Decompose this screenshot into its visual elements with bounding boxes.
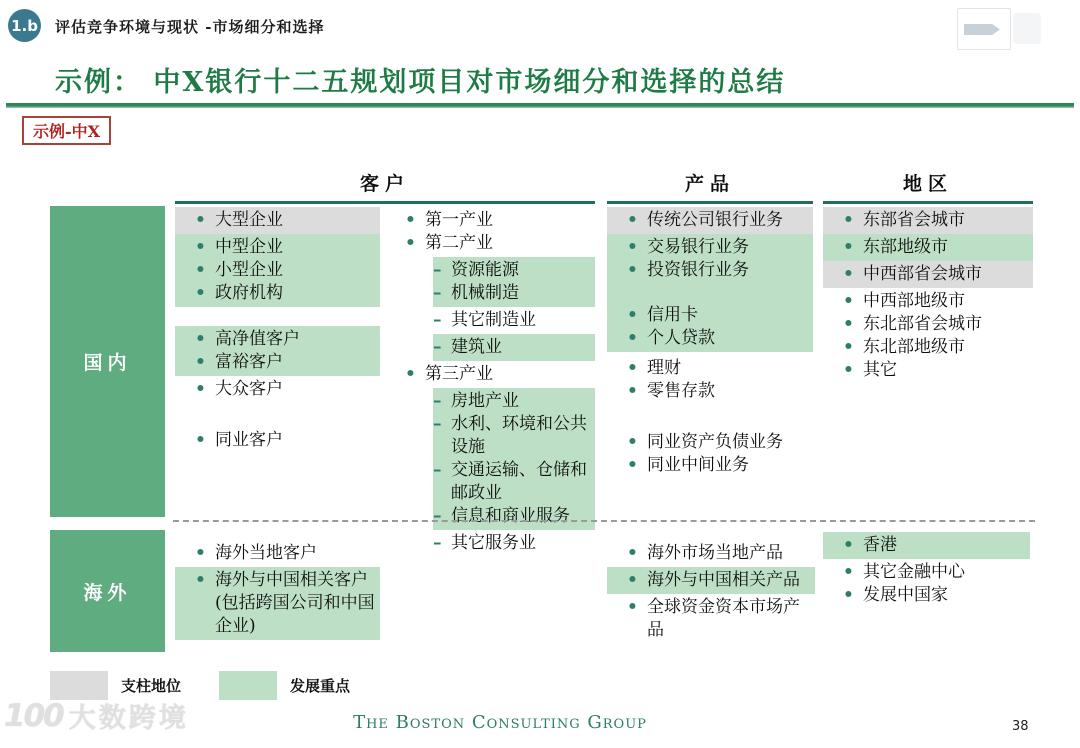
dash-icon: – — [433, 391, 442, 411]
list-item — [405, 363, 591, 386]
bullet-icon: • — [627, 381, 638, 401]
list-item-label: 水利、环境和公共设施 — [451, 414, 587, 457]
page-number: 38 — [1012, 719, 1029, 734]
list-item-label: 小型企业 — [215, 260, 283, 280]
list-item — [627, 209, 809, 232]
highlight-group — [175, 567, 380, 640]
logo-placeholder — [957, 8, 1011, 50]
watermark-text: 大数跨境 — [68, 703, 189, 734]
bullet-icon: • — [195, 237, 206, 257]
bullet-icon: • — [195, 430, 206, 450]
bullet-icon: • — [195, 260, 206, 280]
highlight-group — [823, 207, 1033, 234]
bullet-icon: • — [843, 264, 854, 284]
logo-arrow-icon — [964, 24, 1000, 35]
bullet-icon: • — [627, 432, 638, 452]
list-item — [843, 313, 1029, 336]
list-item — [843, 209, 1029, 232]
list-item-label: 东北部地级市 — [863, 337, 965, 357]
list-item — [843, 359, 1029, 382]
watermark-logo: 100 — [4, 697, 63, 734]
list-item — [433, 336, 591, 359]
dash-icon: – — [433, 283, 442, 303]
list-item — [405, 232, 591, 255]
overseas-region-list — [823, 530, 1030, 609]
bullet-icon: • — [627, 237, 638, 257]
bullet-icon: • — [843, 314, 854, 334]
list-item-label: 零售存款 — [647, 381, 715, 401]
list-item-label: 大众客户 — [215, 379, 283, 399]
list-item — [195, 569, 376, 638]
dash-icon: – — [433, 533, 442, 553]
bullet-icon: • — [627, 358, 638, 378]
group-spacer — [627, 282, 809, 304]
list-item — [627, 236, 809, 259]
legend-swatch-focus — [219, 671, 277, 700]
list-item-label: 发展中国家 — [863, 585, 948, 605]
highlight-group — [607, 567, 815, 594]
list-item — [627, 542, 811, 565]
list-item — [195, 209, 376, 232]
highlight-group — [175, 540, 380, 567]
list-item — [433, 505, 591, 528]
highlight-group — [433, 334, 595, 361]
list-item — [195, 259, 376, 282]
bullet-icon: • — [195, 543, 206, 563]
list-item-label: 第三产业 — [425, 364, 493, 384]
bullet-icon: • — [195, 570, 206, 590]
column-header-region: 地区 — [902, 173, 953, 195]
dash-icon: – — [433, 414, 442, 434]
bullet-icon: • — [405, 233, 416, 253]
product-header-rule — [607, 201, 813, 204]
bullet-icon: • — [843, 210, 854, 230]
list-item-label: 其它 — [863, 360, 897, 380]
list-item-label: 其它金融中心 — [863, 562, 965, 582]
column-header-customer: 客户 — [359, 173, 410, 195]
highlight-group — [607, 355, 813, 405]
list-item-label: 高净值客户 — [215, 329, 300, 349]
list-item — [627, 259, 809, 282]
dash-icon: – — [433, 310, 442, 330]
page-title: 示例： 中X银行十二五规划项目对市场细分和选择的总结 — [55, 67, 786, 98]
list-item — [627, 327, 809, 350]
list-item — [843, 561, 1026, 584]
bullet-icon: • — [627, 543, 638, 563]
list-item-label: 海外市场当地产品 — [647, 543, 783, 563]
region-header-rule — [823, 201, 1033, 204]
list-item-label: 中西部省会城市 — [863, 264, 982, 284]
list-item-label: 香港 — [863, 535, 897, 555]
highlight-group — [433, 257, 595, 307]
legend-label-focus: 发展重点 — [290, 677, 351, 695]
highlight-group — [433, 307, 595, 334]
highlight-group — [607, 207, 813, 234]
dash-icon: – — [433, 506, 442, 526]
list-item — [627, 431, 809, 454]
list-item-label: 富裕客户 — [215, 352, 283, 372]
list-item — [843, 236, 1029, 259]
list-item-label: 海外与中国相关产品 — [647, 570, 800, 590]
list-item-label: 建筑业 — [451, 337, 502, 357]
bullet-icon: • — [195, 352, 206, 372]
bullet-icon: • — [843, 237, 854, 257]
domestic-region-list — [823, 205, 1033, 384]
list-item-label: 海外与中国相关客户(包括跨国公司和中国企业) — [215, 570, 375, 636]
domestic-customer-list-a — [175, 205, 380, 454]
list-item — [627, 357, 809, 380]
list-item — [433, 459, 591, 505]
row-label-domestic: 国内 — [50, 206, 165, 517]
highlight-group — [607, 429, 813, 479]
highlight-group — [823, 532, 1030, 559]
highlight-group — [433, 388, 595, 530]
highlight-group — [823, 234, 1033, 261]
highlight-group — [823, 559, 1030, 609]
highlight-group — [433, 530, 595, 557]
highlight-group — [175, 207, 380, 234]
list-item — [843, 534, 1026, 557]
watermark — [4, 696, 189, 735]
list-item — [433, 309, 591, 332]
highlight-group — [405, 361, 595, 388]
list-item — [433, 532, 591, 555]
list-item-label: 东部地级市 — [863, 237, 948, 257]
list-item-label: 大型企业 — [215, 210, 283, 230]
highlight-group — [175, 427, 380, 454]
bullet-icon: • — [843, 337, 854, 357]
list-item-label: 其它服务业 — [451, 533, 536, 553]
legend-label-pillar: 支柱地位 — [121, 677, 182, 695]
list-item — [195, 282, 376, 305]
list-item-label: 交易银行业务 — [647, 237, 749, 257]
list-item — [627, 304, 809, 327]
list-item — [433, 282, 591, 305]
list-item-label: 同业资产负债业务 — [647, 432, 783, 452]
bullet-icon: • — [627, 328, 638, 348]
list-item-label: 机械制造 — [451, 283, 519, 303]
section-badge: 1.b — [8, 9, 41, 42]
bullet-icon: • — [843, 535, 854, 555]
list-item-label: 传统公司银行业务 — [647, 210, 783, 230]
bullet-icon: • — [405, 364, 416, 384]
list-item — [433, 413, 591, 459]
list-item-label: 同业中间业务 — [647, 455, 749, 475]
list-item-label: 资源能源 — [451, 260, 519, 280]
bullet-icon: • — [195, 283, 206, 303]
bullet-icon: • — [627, 210, 638, 230]
list-item — [627, 454, 809, 477]
list-item-label: 海外当地客户 — [215, 543, 317, 563]
breadcrumb: 评估竞争环境与现状 -市场细分和选择 — [55, 18, 325, 36]
list-item — [195, 542, 376, 565]
bullet-icon: • — [843, 291, 854, 311]
list-item-label: 信息和商业服务 — [451, 506, 570, 526]
bullet-icon: • — [195, 210, 206, 230]
list-item — [195, 236, 376, 259]
bullet-icon: • — [405, 210, 416, 230]
list-item-label: 交通运输、仓储和邮政业 — [451, 460, 587, 503]
list-item-label: 理财 — [647, 358, 681, 378]
list-item — [195, 378, 376, 401]
customer-header-rule — [175, 201, 595, 204]
list-item — [433, 390, 591, 413]
row-label-overseas: 海外 — [50, 530, 165, 652]
list-item-label: 东北部省会城市 — [863, 314, 982, 334]
list-item-label: 全球资金资本市场产品 — [647, 597, 800, 640]
highlight-group — [405, 207, 595, 257]
list-item-label: 其它制造业 — [451, 310, 536, 330]
list-item — [195, 328, 376, 351]
highlight-group — [823, 261, 1033, 288]
list-item — [843, 336, 1029, 359]
bullet-icon: • — [195, 329, 206, 349]
bullet-icon: • — [843, 585, 854, 605]
list-item — [627, 596, 811, 642]
list-item-label: 政府机构 — [215, 283, 283, 303]
list-item-label: 个人贷款 — [647, 328, 715, 348]
list-item-label: 中西部地级市 — [863, 291, 965, 311]
list-item-label: 第二产业 — [425, 233, 493, 253]
list-item — [843, 290, 1029, 313]
list-item-label: 同业客户 — [215, 430, 283, 450]
highlight-group — [607, 540, 815, 567]
dash-icon: – — [433, 337, 442, 357]
bullet-icon: • — [627, 455, 638, 475]
bullet-icon: • — [627, 570, 638, 590]
bullet-icon: • — [627, 597, 638, 617]
list-item-label: 中型企业 — [215, 237, 283, 257]
highlight-group — [175, 376, 380, 403]
logo-ghost-shape — [1013, 13, 1041, 44]
highlight-group — [823, 288, 1033, 384]
list-item — [433, 259, 591, 282]
list-item-label: 投资银行业务 — [647, 260, 749, 280]
example-tag: 示例-中X — [22, 116, 111, 145]
list-item-label: 东部省会城市 — [863, 210, 965, 230]
bullet-icon: • — [627, 305, 638, 325]
list-item — [843, 584, 1026, 607]
list-item — [843, 263, 1029, 286]
list-item — [627, 569, 811, 592]
domestic-customer-list-b — [405, 205, 595, 557]
list-item-label: 房地产业 — [451, 391, 519, 411]
bullet-icon: • — [627, 260, 638, 280]
overseas-product-list — [607, 538, 815, 644]
dash-icon: – — [433, 460, 442, 480]
list-item — [405, 209, 591, 232]
domestic-overseas-divider — [173, 520, 1035, 522]
highlight-group — [607, 594, 815, 644]
bullet-icon: • — [195, 379, 206, 399]
list-item — [195, 429, 376, 452]
list-item — [627, 380, 809, 403]
overseas-customer-list — [175, 538, 380, 640]
footer-brand: The Boston Consulting Group — [353, 712, 647, 733]
highlight-group — [175, 326, 380, 376]
bullet-icon: • — [843, 562, 854, 582]
title-underline — [6, 103, 1074, 108]
list-item-label: 信用卡 — [647, 305, 698, 325]
domestic-product-list — [607, 205, 813, 479]
column-header-product: 产品 — [684, 173, 735, 195]
dash-icon: – — [433, 260, 442, 280]
highlight-group — [175, 234, 380, 307]
list-item-label: 第一产业 — [425, 210, 493, 230]
list-item — [195, 351, 376, 374]
bullet-icon: • — [843, 360, 854, 380]
highlight-group — [607, 234, 813, 352]
